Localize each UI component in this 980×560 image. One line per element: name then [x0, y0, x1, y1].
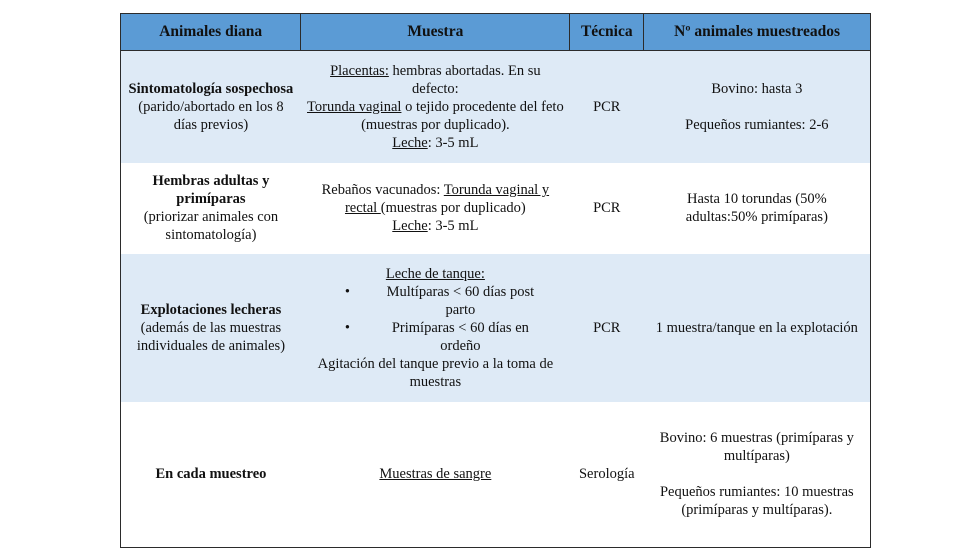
target-cell	[121, 254, 301, 402]
target-title: Sintomatología sospechosa	[128, 80, 294, 97]
header-animal-count: Nº animales muestreados	[644, 14, 871, 51]
technique-cell: Serología	[570, 402, 644, 548]
count-line: Pequeños rumiantes: 10 muestras (primíparas y multíparas).	[659, 484, 854, 519]
sample-text: (muestras por duplicado)	[380, 200, 526, 216]
technique-cell: PCR	[570, 163, 644, 254]
sample-cell	[301, 254, 570, 402]
header-sample: Muestra	[301, 14, 570, 51]
technique-cell: PCR	[570, 254, 644, 402]
sample-cell	[301, 163, 570, 254]
sample-underlined: Leche de tanque:	[385, 265, 485, 282]
target-cell	[121, 402, 301, 548]
sample-text: : 3-5 mL	[427, 134, 479, 151]
sample-text: : 3-5 mL	[427, 218, 479, 234]
header-row	[121, 14, 871, 51]
count-cell	[644, 254, 871, 402]
sample-text: o tejido procedente del feto (muestras por duplicado).	[361, 98, 564, 133]
header-technique: Técnica	[570, 14, 644, 51]
sample-text: Rebaños vacunados:	[321, 182, 444, 198]
target-cell	[121, 51, 301, 163]
count-line: Pequeños rumiantes: 2-6	[685, 116, 829, 133]
count-cell	[644, 402, 871, 548]
count-line: Bovino: hasta 3	[711, 80, 803, 97]
list-item: • Multíparas < 60 días post parto	[307, 283, 564, 319]
table-row	[121, 402, 871, 548]
target-note: (además de las muestras individuales de animales)	[136, 319, 286, 354]
count-line: Hasta 10 torundas (50% adultas:50% primíparas)	[685, 191, 828, 225]
target-title: En cada muestreo	[155, 466, 267, 483]
sample-text: Agitación del tanque previo a la toma de muestras	[317, 355, 554, 390]
sampling-table	[120, 13, 871, 548]
count-cell	[644, 51, 871, 163]
sample-underlined: Torunda vaginal	[307, 98, 402, 115]
sample-cell	[301, 51, 570, 163]
count-line: 1 muestra/tanque en la explotación	[655, 319, 858, 336]
sample-cell	[301, 402, 570, 548]
table-row	[121, 254, 871, 402]
target-title: Hembras adultas y primíparas	[152, 173, 270, 207]
sample-underlined: Torunda vaginal y rectal	[344, 182, 550, 216]
sample-underlined: Muestras de sangre	[379, 466, 492, 483]
target-title: Explotaciones lecheras	[140, 301, 282, 318]
technique-cell: PCR	[570, 51, 644, 163]
count-line: Bovino: 6 muestras (primíparas y multíparas)	[659, 430, 854, 465]
sample-underlined: Leche	[392, 218, 428, 234]
header-target-animals: Animales diana	[121, 14, 301, 51]
target-note: (priorizar animales con sintomatología)	[143, 209, 279, 243]
list-item: • Primíparas < 60 días en ordeño	[307, 319, 564, 355]
sample-underlined: Leche	[392, 134, 428, 151]
sample-text: hembras abortadas. En su defecto:	[388, 62, 541, 97]
sample-underlined: Placentas:	[330, 62, 389, 79]
sample-bullet-list	[307, 283, 564, 355]
target-note: (parido/abortado en los 8 días previos)	[138, 98, 284, 133]
target-cell	[121, 163, 301, 254]
count-cell	[644, 163, 871, 254]
table-row	[121, 163, 871, 254]
table-row	[121, 51, 871, 163]
